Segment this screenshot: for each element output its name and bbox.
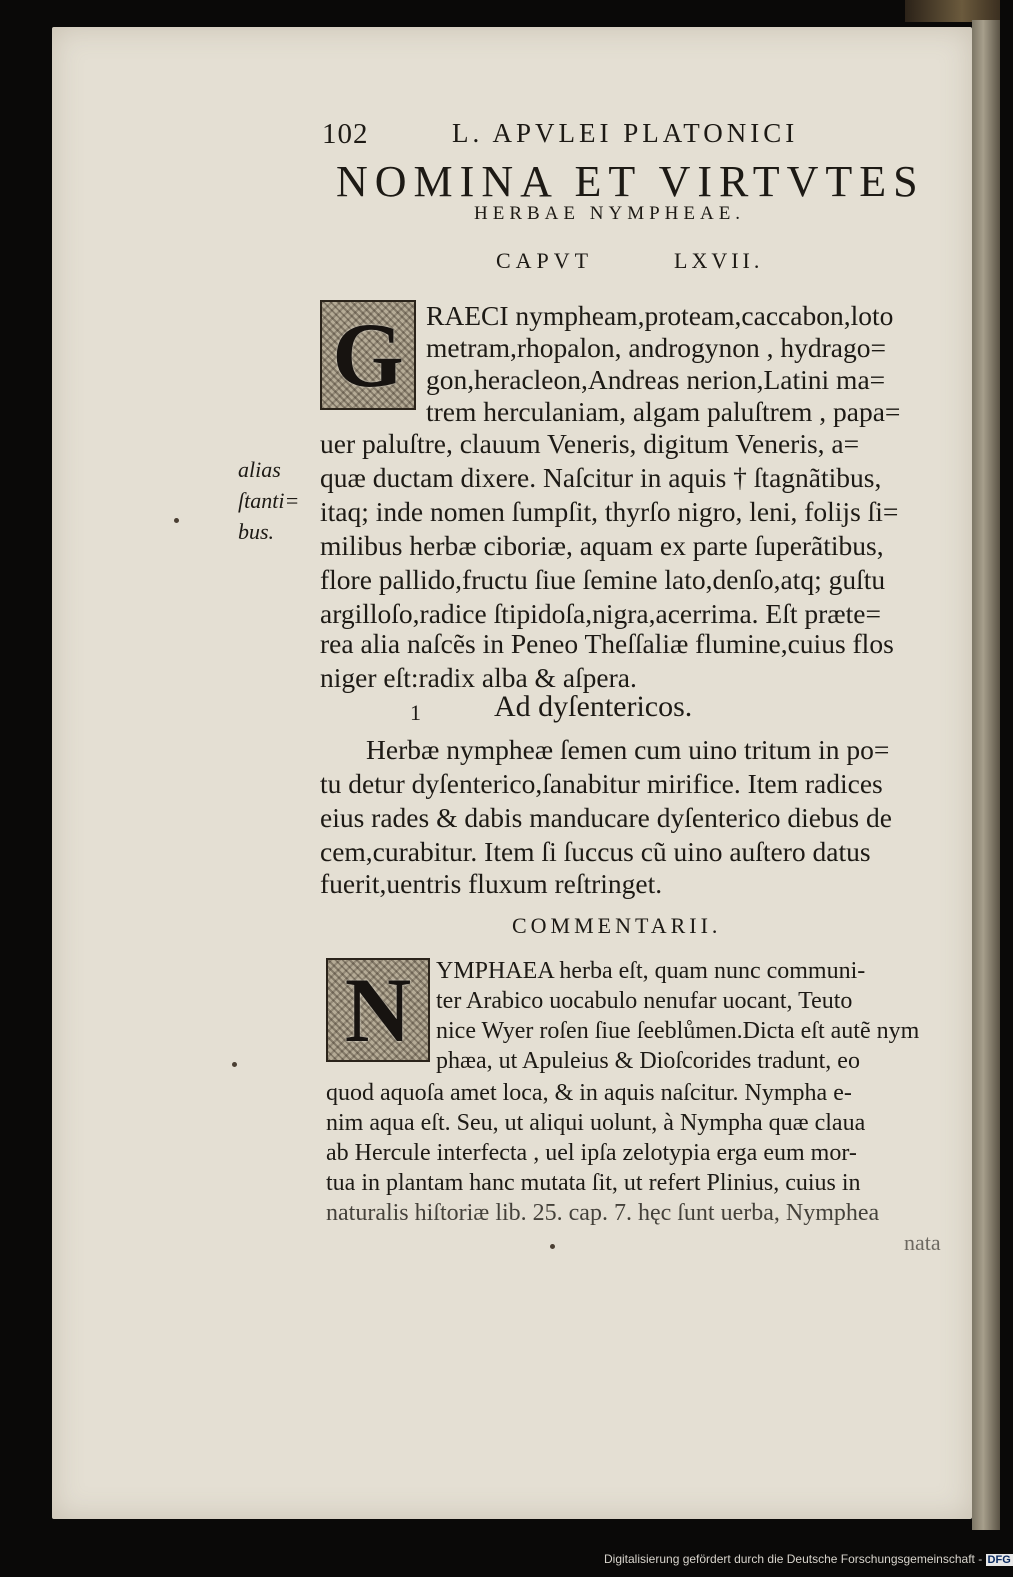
section-number: 1 <box>410 700 421 725</box>
text-line: metram,rhopalon, androgynon , hydrago= <box>426 332 886 363</box>
section-heading: Ad dyſentericos. <box>494 690 693 723</box>
commentary-line: quod aquoſa amet loca, & in aquis naſcitur. Nympha e- <box>326 1080 852 1106</box>
text-line: cem,curabitur. Item ſi ſuccus cũ uino auſtero datus <box>320 836 871 867</box>
text-line: itaq; inde nomen ſumpſit, thyrſo nigro, leni, folijs ſi= <box>320 496 899 527</box>
dfg-logo: DFG <box>987 1554 1011 1566</box>
caput-label: CAPVT <box>496 248 594 273</box>
text-line: milibus herbæ ciboriæ, aquam ex parte ſuperãtibus, <box>320 530 884 561</box>
catchword: nata <box>904 1230 941 1255</box>
marginal-note: alias <box>238 457 281 482</box>
text-line: gon,heracleon,Andreas nerion,Latini ma= <box>426 364 886 395</box>
commentary-line: YMPHAEA herba eſt, quam nunc communi- <box>436 958 866 984</box>
text-line: niger eſt:radix alba & aſpera. <box>320 662 637 693</box>
commentary-line: ter Arabico uocabulo nenufar uocant, Teuto <box>436 988 853 1014</box>
text-line: quæ ductam dixere. Naſcitur in aquis † ſtagnãtibus, <box>320 462 882 493</box>
commentary-line: nim aqua eſt. Seu, ut aliqui uolunt, à Nympha quæ claua <box>326 1110 866 1136</box>
commentary-line: tua in plantam hanc mutata ſit, ut refert Plinius, cuius in <box>326 1170 861 1196</box>
marginal-note: bus. <box>238 519 275 544</box>
text-line: eius rades & dabis manducare dyſenterico diebus de <box>320 802 892 833</box>
text-line: uer paluſtre, clauum Veneris, digitum Veneris, a= <box>320 428 860 459</box>
commentary-line: ab Hercule interfecta , uel ipſa zelotypia erga eum mor- <box>326 1140 857 1166</box>
digitization-credit <box>604 1552 1013 1566</box>
credit-text: Digitalisierung gefördert durch die Deutsche Forschungsgemeinschaft - <box>604 1552 983 1566</box>
commentary-line: naturalis hiſtoriæ lib. 25. cap. 7. hęc ſunt uerba, Nymphea <box>326 1200 880 1226</box>
commentary-line: nice Wyer roſen ſiue ſeeblůmen.Dicta eſt autẽ nym <box>436 1018 920 1044</box>
text-line: RAECI nympheam,proteam,caccabon,loto <box>426 300 894 331</box>
ink-spot <box>174 518 179 523</box>
chapter-title: NOMINA ET VIRTVTES <box>336 157 925 206</box>
caput-number: LXVII. <box>674 248 764 273</box>
commentary-heading: COMMENTARII. <box>512 913 722 938</box>
text-line: fuerit,uentris fluxum reſtringet. <box>320 868 663 899</box>
decorated-initial-g: G <box>320 300 416 410</box>
text-line: Herbæ nympheæ ſemen cum uino tritum in po= <box>366 734 890 765</box>
ink-spot <box>232 1062 237 1067</box>
text-line: trem herculaniam, algam paluſtrem , papa= <box>426 396 901 427</box>
commentary-line: phæa, ut Apuleius & Dioſcorides tradunt, eo <box>436 1048 860 1074</box>
marginal-note: ſtanti= <box>238 488 300 513</box>
page-number: 102 <box>322 118 369 150</box>
ink-spot <box>550 1244 555 1249</box>
text-line: rea alia naſcẽs in Peneo Theſſaliæ flumine,cuius flos <box>320 628 894 659</box>
decorated-initial-n: N <box>326 958 430 1062</box>
text-line: argilloſo,radice ſtipidoſa,nigra,acerrima. Eſt præte= <box>320 598 881 629</box>
text-line: tu detur dyſenterico,ſanabitur mirifice. Item radices <box>320 768 883 799</box>
chapter-subtitle: HERBAE NYMPHEAE. <box>474 203 746 224</box>
running-head: L. APVLEI PLATONICI <box>452 118 799 148</box>
text-line: flore pallido,fructu ſiue ſemine lato,denſo,atq; guſtu <box>320 564 886 595</box>
